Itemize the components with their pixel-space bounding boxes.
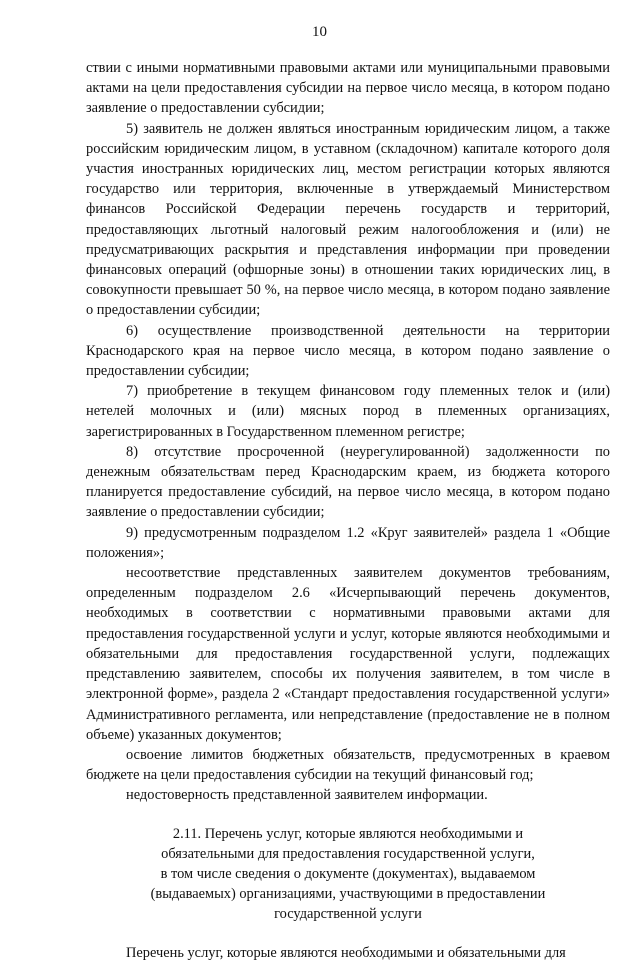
paragraph-continuation: ствии с иными нормативными правовыми актами или муниципальными правовыми актами на цели предоставления субсидии на первое число месяца, в котором подано заявление о предоставлении субсидии; xyxy=(86,60,610,117)
heading-line: обязательными для предоставления государственной услуги, xyxy=(161,845,535,862)
paragraph-item-8: 8) отсутствие просроченной (неурегулированной) задолженности по денежным обязательствам перед Краснодарским краем, из бюджета которого планируется предоставление субсидий, на первое число месяца, в котором подано заявление о предоставлении субсидии; xyxy=(86,443,610,521)
heading-line: в том числе сведения о документе (документах), выдаваемом xyxy=(160,865,536,882)
page-number: 10 xyxy=(312,24,327,40)
heading-line: государственной услуги xyxy=(274,906,422,923)
heading-line: 2.11. Перечень услуг, которые являются необходимыми и xyxy=(172,825,524,842)
paragraph-item-6: 6) осуществление производственной деятельности на территории Краснодарского края на первое число месяца, в котором подано заявление о предоставлении субсидии; xyxy=(86,322,610,380)
paragraph-item-7: 7) приобретение в текущем финансовом году племенных телок и (или) нетелей молочных и (или) мясных пород в племенных организациях, зарегистрированных в Государственном племенном регистре; xyxy=(86,383,610,440)
paragraph-item-9: 9) предусмотренным подразделом 1.2 «Круг заявителей» раздела 1 «Общие положения»; xyxy=(86,524,610,561)
paragraph-false-information: недостоверность представленной заявителем информации. xyxy=(126,787,488,804)
paragraph-documents-mismatch: несоответствие представленных заявителем документов требованиям, определенным подразделом 2.6 «Исчерпывающий перечень документов, необходимых в соответствии с нормативными правовыми актами для предоставления государственной услуги и услуг, которые являются необходимыми и обязательными для предоставления государственной услуги, подлежащих представлению заявителем, способы их получения заявителем, в том числе в электронной форме», раздела 2 «Стандарт предоставления государственной услуги» Административного регламента, или непредставление (предоставление не в полном объеме) указанных документов; xyxy=(86,565,610,743)
paragraph-services-list: Перечень услуг, которые являются необходимыми и обязательными для xyxy=(126,944,566,961)
section-heading-2-11 xyxy=(86,824,610,925)
document-body xyxy=(86,58,610,963)
paragraph-budget-limits: освоение лимитов бюджетных обязательств, предусмотренных в краевом бюджете на цели предоставления субсидии на текущий финансовый год; xyxy=(86,746,610,784)
paragraph-item-5: 5) заявитель не должен являться иностранным юридическим лицом, а также российским юридическим лицом, в уставном (складочном) капитале которого доля участия иностранных юридических лиц, местом регистрации которых являются государство или территория, включенные в утверждаемый Министерством финансов Российской Федерации перечень государств и территорий, предоставляющих льготный налоговый режим налогообложения и (или) не предусматривающих раскрытия и представления информации при проведении финансовых операций (офшорные зоны) в отношении таких юридических лиц, в совокупности превышает 50 %, на первое число месяца, в котором подано заявление о предоставлении субсидии; xyxy=(86,120,610,319)
heading-line: (выдаваемых) организациями, участвующими в предоставлении xyxy=(150,886,546,903)
